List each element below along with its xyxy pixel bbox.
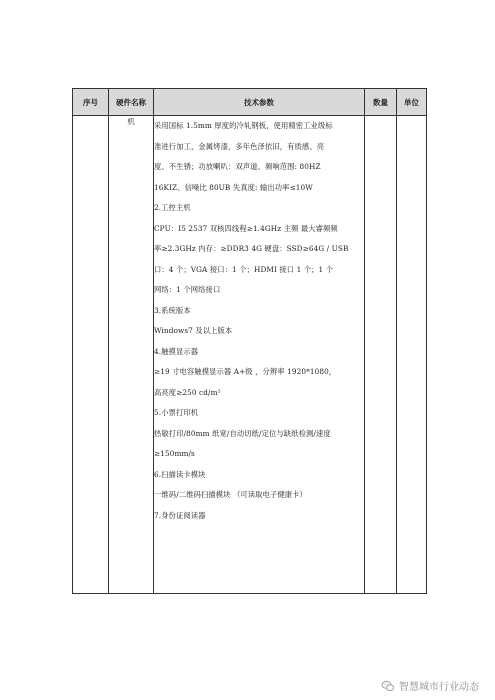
- spec-line: 2.工控主机: [154, 203, 191, 212]
- spec-line: 高亮度≥250 cd/m²: [154, 387, 221, 397]
- spec-line: 率≥2.3GHz 内存：≥DDR3 4G 硬盘：SSD≥64G / USB: [154, 244, 349, 253]
- spec-line: 口：4 个；VGA 接口：1 个；HDMI 接口 1 个；1 个: [154, 264, 334, 274]
- spec-line: Windows7 及以上版本: [154, 326, 233, 335]
- cell-seq: [73, 116, 109, 594]
- cell-tech-params: [154, 116, 365, 594]
- spec-line: 准进行加工，金属烤漆，多年色泽依旧，有质感、亮: [154, 141, 325, 151]
- spec-line: 热敏打印/80mm 纸宽/自动切纸/定位与缺纸检测/速度: [154, 428, 331, 438]
- spec-line: 网络：1 个网络接口: [154, 285, 221, 294]
- spec-line: 7.身份证阅读器: [154, 510, 206, 520]
- header-quantity: 数量: [365, 89, 397, 116]
- spec-line: 度、不生锈；功放喇叭：双声道、频响范围: 80HZ: [154, 162, 321, 171]
- cell-hardware-name: 机: [109, 116, 154, 594]
- table-header-row: [73, 89, 427, 116]
- spec-line: ≥150mm/s: [154, 449, 195, 458]
- footer-text: 智慧城市行业动态: [399, 682, 479, 693]
- spec-line: 16KIZ、信噪比 80UB 失真度: 输出功率≤10W: [154, 182, 313, 192]
- spec-table: [72, 88, 427, 594]
- spec-line: 4.触摸显示器: [154, 346, 199, 356]
- spec-line: 5.小票打印机: [154, 408, 199, 417]
- cell-unit: [397, 116, 427, 594]
- header-unit: 单位: [397, 89, 427, 116]
- watermark-footer: [381, 678, 479, 693]
- cell-quantity: [365, 116, 397, 594]
- spec-line: 6.扫描读卡模块: [154, 469, 206, 479]
- spec-line: ≥19 寸电容触摸显示器 A+级 ，分辨率 1920*1080，: [154, 367, 337, 376]
- header-tech-params: 技术参数: [154, 89, 365, 116]
- spec-line: 3.系统版本: [154, 305, 191, 315]
- table-row: [73, 116, 427, 594]
- header-hardware-name: 硬件名称: [109, 89, 154, 116]
- spec-line: 一维码/二维码扫描模块 （可读取电子健康卡）: [154, 490, 307, 499]
- header-seq: 序号: [73, 89, 109, 116]
- spec-line: 采用国标 1.5mm 厚度的冷轧钢板，使用精密工业级标: [154, 121, 333, 130]
- wechat-icon: [381, 679, 395, 693]
- spec-line: CPU：I5 2537 双核四线程≥1.4GHz 主频 最大睿频频: [154, 223, 338, 233]
